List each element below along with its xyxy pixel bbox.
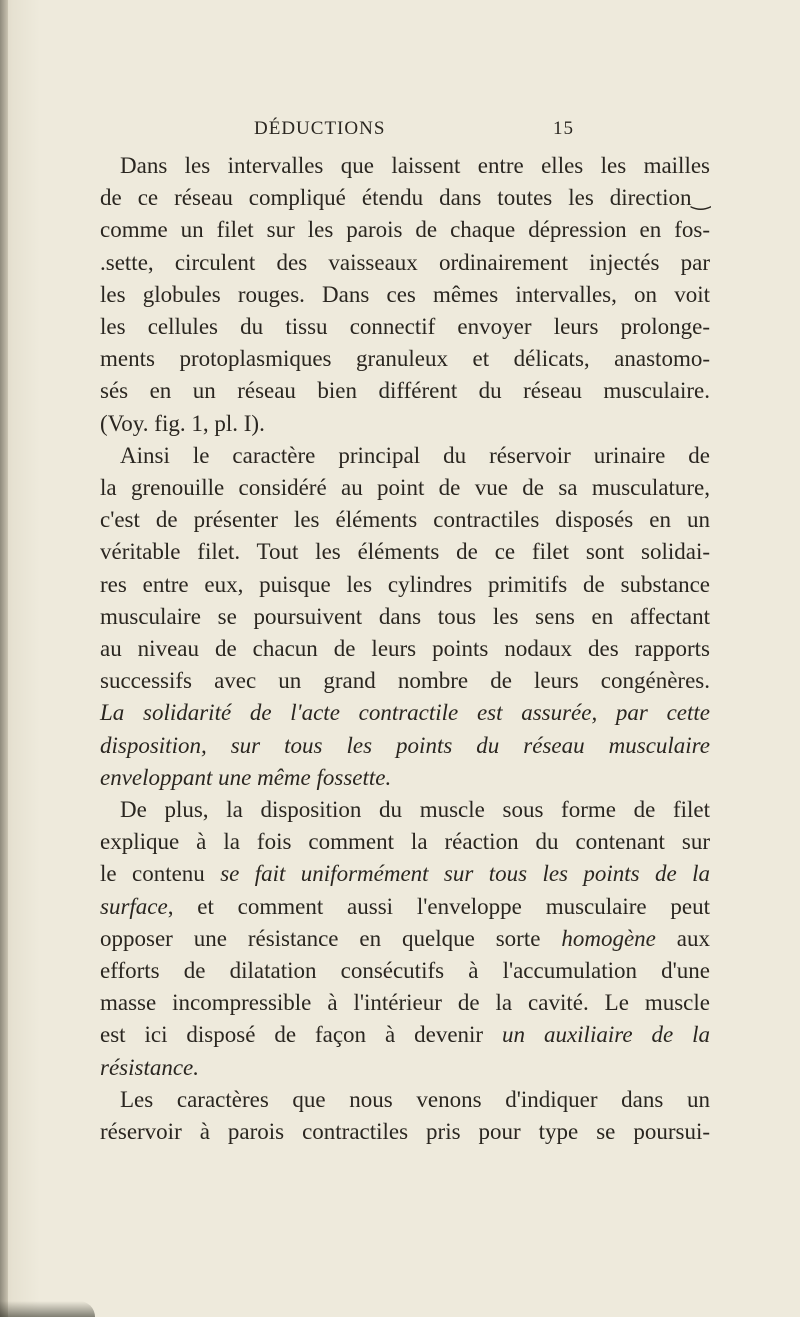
text-line: masse incompressible à l'intérieur de la cavité. Le muscle [100,990,710,1016]
italic-text-line: enveloppant une même fossette. [100,764,392,790]
text-line: musculaire se poursuivent dans tous les sens en affectant [100,603,710,629]
italic-segment: un auxiliaire de la [502,1022,710,1048]
text-line: les globules rouges. Dans ces mêmes intervalles, on voit [100,281,710,307]
text-line: réservoir à parois contractiles pris pour type se poursui- [100,1119,710,1145]
body-text [100,150,710,1148]
page-corner-shadow [0,1301,95,1317]
text-line: efforts de dilatation consécutifs à l'accumulation d'une [100,958,710,984]
text-line: au niveau de chacun de leurs points nodaux des rapports [100,636,710,662]
text-line [100,858,710,890]
text-line [100,1019,710,1051]
text-line: successifs avec un grand nombre de leurs congénères. [100,668,710,694]
text-line: ments protoplasmiques granuleux et délicats, anastomo- [100,346,710,372]
italic-text-line: résistance. [100,1054,200,1080]
text-line: res entre eux, puisque les cylindres primitifs de substance [100,571,710,597]
text-segment: le contenu [100,861,221,887]
text-line: Ainsi le caractère principal du réservoir urinaire de [120,442,710,468]
text-line [100,891,710,923]
text-line: De plus, la disposition du muscle sous forme de filet [120,797,710,823]
text-line: .sette, circulent des vaisseaux ordinairement injectés par [100,249,710,275]
running-header [254,118,574,140]
italic-segment: homogène [561,925,656,951]
italic-text-line: disposition, sur tous les points du réseau musculaire [100,732,710,758]
italic-segment: surface [100,893,168,919]
text-segment: aux [655,925,710,951]
text-line: sés en un réseau bien différent du réseau musculaire. [100,378,710,404]
text-line: la grenouille considéré au point de vue de sa musculature, [100,475,710,501]
text-line [100,923,710,955]
text-line: véritable filet. Tout les éléments de ce filet sont solidai- [100,539,710,565]
text-segment: opposer une résistance en quelque sorte [100,925,562,951]
text-line: Dans les intervalles que laissent entre elles les mailles [120,153,710,178]
page-number: 15 [553,118,574,139]
running-title: DÉDUCTIONS [254,118,386,139]
text-line: (Voy. fig. 1, pl. I). [100,410,265,436]
binding-shadow [0,0,8,1317]
text-segment: est ici disposé de façon à devenir [100,1022,503,1048]
italic-text-line: La solidarité de l'acte contractile est assurée, par cette [100,700,710,726]
text-line: de ce réseau compliqué étendu dans toutes les direction‿ [100,185,710,211]
text-line: explique à la fois comment la réaction du contenant sur [100,829,710,855]
text-segment: , et comment aussi l'enveloppe musculaire peut [167,893,710,919]
text-line: c'est de présenter les éléments contractiles disposés en un [100,507,710,533]
text-line: comme un filet sur les parois de chaque dépression en fos- [100,217,710,243]
text-line: les cellules du tissu connectif envoyer leurs prolonge- [100,314,710,340]
text-line: Les caractères que nous venons d'indiquer dans un [120,1086,710,1112]
italic-segment: se fait uniformément sur tous les points de la [220,861,710,887]
